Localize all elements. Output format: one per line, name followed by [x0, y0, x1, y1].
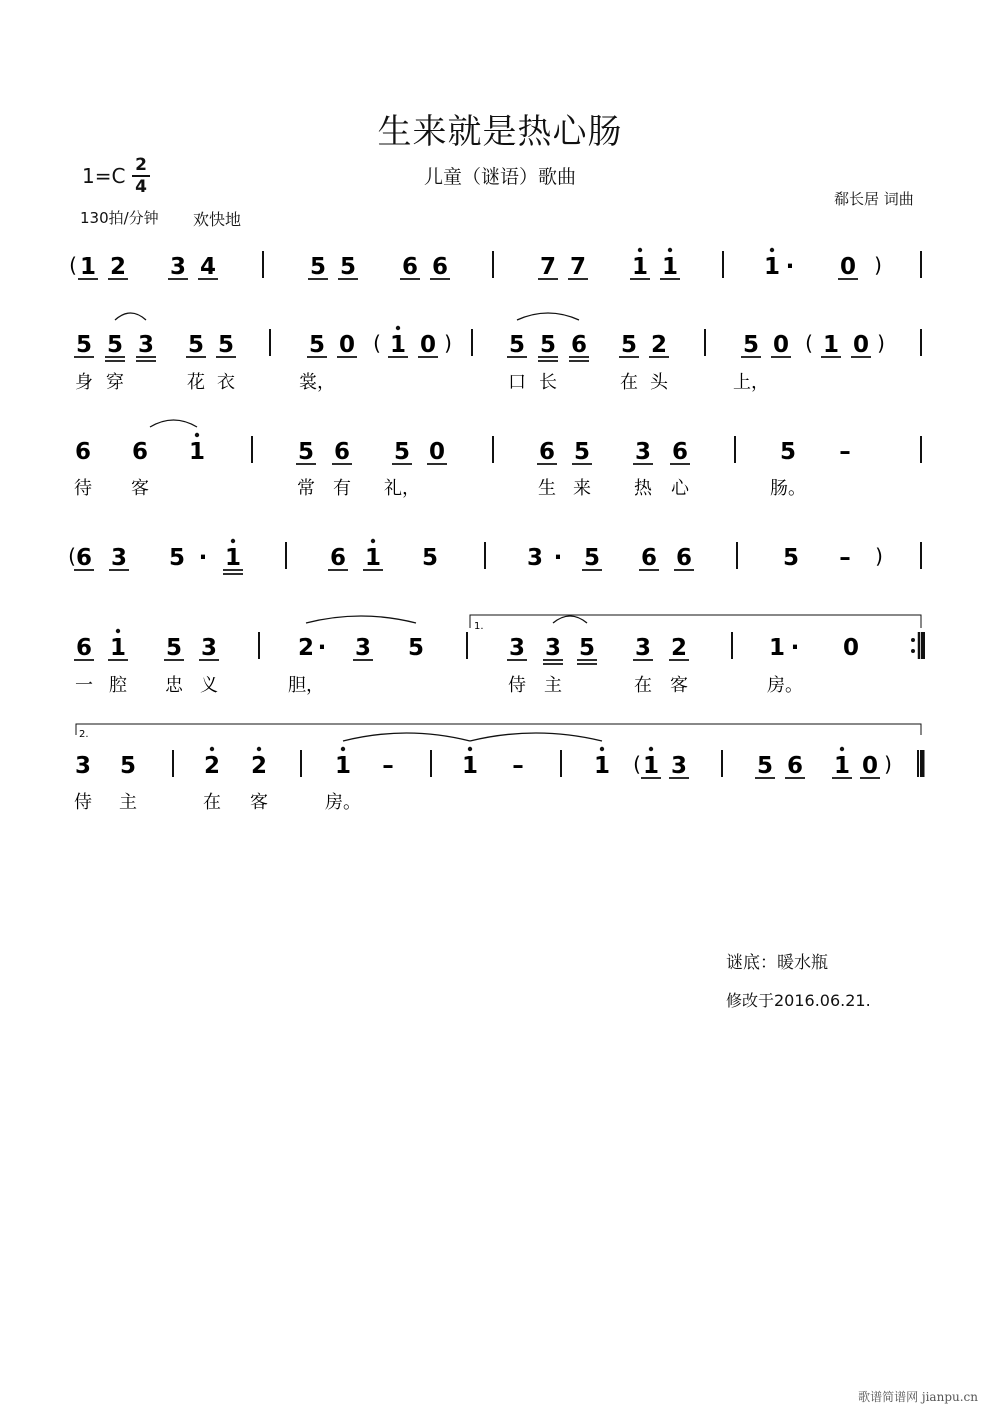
lyric-1-5: 口	[508, 372, 526, 393]
note-5-4: 1	[334, 753, 352, 779]
note-2-1: 6	[131, 439, 149, 465]
lyric-2-0: 待	[74, 478, 92, 499]
parenthesis: (	[68, 544, 76, 568]
lyric-4-6: 主	[544, 675, 562, 696]
note-0-7: 6	[431, 254, 449, 280]
note-2-8: 5	[573, 439, 591, 465]
note-3-5: 6	[329, 545, 347, 571]
slur	[553, 616, 587, 623]
note-0-12: 1	[763, 254, 781, 280]
lyric-2-4: 礼，	[384, 478, 420, 499]
lyric-2-2: 常	[297, 478, 315, 499]
note-2-11: 5	[779, 439, 797, 465]
note-1-13: 2	[650, 332, 668, 358]
volta-bracket-2	[76, 724, 921, 735]
note-1-1: 5	[106, 332, 124, 358]
lyric-2-8: 心	[671, 478, 689, 499]
lyric-1-7: 在	[620, 372, 638, 393]
lyric-2-6: 来	[573, 478, 591, 499]
note-5-3: 2	[250, 753, 268, 779]
note-3-12: 6	[675, 545, 693, 571]
note-2-2: 1	[188, 439, 206, 465]
parenthesis: (	[373, 331, 381, 355]
watermark: 歌谱简谱网 jianpu.cn	[858, 1390, 978, 1404]
lyric-5-3: 客	[250, 792, 268, 813]
slur	[343, 733, 470, 741]
octave-dot	[600, 747, 604, 751]
volta-label-2: 2.	[79, 729, 89, 740]
parenthesis: )	[884, 752, 892, 776]
note-4-4: 2	[297, 635, 315, 661]
lyric-4-2: 忠	[165, 675, 183, 696]
note-4-9: 3	[544, 635, 562, 661]
octave-dot	[195, 433, 199, 437]
note-4-5: ·	[317, 635, 327, 661]
note-5-10: 3	[670, 753, 688, 779]
lyric-2-5: 生	[538, 478, 556, 499]
note-4-3: 3	[200, 635, 218, 661]
lyric-2-3: 有	[333, 478, 351, 499]
note-3-11: 6	[640, 545, 658, 571]
volta-label-1: 1.	[474, 621, 484, 632]
note-2-6: 0	[428, 439, 446, 465]
note-1-7: 1	[389, 332, 407, 358]
octave-dot	[231, 539, 235, 543]
note-5-13: 1	[833, 753, 851, 779]
note-4-10: 5	[578, 635, 596, 661]
lyric-1-8: 头	[650, 372, 668, 393]
note-1-5: 5	[308, 332, 326, 358]
note-3-10: 5	[583, 545, 601, 571]
note-4-6: 3	[354, 635, 372, 661]
note-3-9: ·	[553, 545, 563, 571]
note-1-3: 5	[187, 332, 205, 358]
slur	[306, 616, 416, 623]
note-5-6: 1	[461, 753, 479, 779]
time-signature-bottom: 4	[135, 177, 147, 197]
note-5-2: 2	[203, 753, 221, 779]
repeat-dot	[911, 649, 915, 653]
note-5-8: 1	[593, 753, 611, 779]
riddle-answer: 谜底：暖水瓶	[726, 953, 828, 973]
octave-dot	[638, 248, 642, 252]
parenthesis: (	[69, 253, 77, 277]
note-3-2: 5	[168, 545, 186, 571]
note-4-12: 2	[670, 635, 688, 661]
author-credit: 郗长居 词曲	[834, 190, 914, 208]
octave-dot	[840, 747, 844, 751]
lyric-4-8: 客	[670, 675, 688, 696]
note-4-11: 3	[634, 635, 652, 661]
note-4-1: 1	[109, 635, 127, 661]
note-1-6: 0	[338, 332, 356, 358]
note-0-5: 5	[339, 254, 357, 280]
lyric-2-9: 肠。	[770, 478, 806, 499]
note-1-9: 5	[508, 332, 526, 358]
lyric-4-0: 一	[75, 675, 93, 696]
note-2-9: 3	[634, 439, 652, 465]
lyric-2-1: 客	[131, 478, 149, 499]
note-3-14: –	[839, 545, 851, 571]
lyric-5-2: 在	[203, 792, 221, 813]
octave-dot	[770, 248, 774, 252]
note-5-5: –	[382, 753, 394, 779]
slur	[517, 313, 579, 320]
note-5-0: 3	[74, 753, 92, 779]
note-1-16: 1	[822, 332, 840, 358]
note-4-0: 6	[75, 635, 93, 661]
lyric-5-4: 房。	[325, 792, 361, 813]
time-signature-top: 2	[132, 155, 150, 177]
lyric-4-4: 胆，	[288, 675, 324, 696]
parenthesis: )	[877, 331, 885, 355]
note-1-10: 5	[539, 332, 557, 358]
note-4-2: 5	[165, 635, 183, 661]
note-1-17: 0	[852, 332, 870, 358]
octave-dot	[468, 747, 472, 751]
note-0-6: 6	[401, 254, 419, 280]
note-1-0: 5	[75, 332, 93, 358]
octave-dot	[396, 326, 400, 330]
slur	[150, 420, 197, 427]
lyric-4-3: 义	[200, 675, 218, 696]
song-title: 生来就是热心肠	[377, 112, 623, 152]
volta-bracket-1	[470, 615, 921, 628]
note-0-11: 1	[661, 254, 679, 280]
slur	[115, 313, 146, 320]
note-4-14: ·	[790, 635, 800, 661]
lyric-1-4: 裳，	[299, 372, 335, 393]
lyric-5-1: 主	[119, 792, 137, 813]
note-0-13: ·	[785, 254, 795, 280]
note-1-2: 3	[137, 332, 155, 358]
lyric-2-7: 热	[634, 478, 652, 499]
tempo-marking: 130拍/分钟	[80, 209, 159, 227]
lyric-1-3: 衣	[217, 372, 235, 393]
note-4-15: 0	[842, 635, 860, 661]
note-4-7: 5	[407, 635, 425, 661]
octave-dot	[341, 747, 345, 751]
note-5-14: 0	[861, 753, 879, 779]
note-4-8: 3	[508, 635, 526, 661]
octave-dot	[257, 747, 261, 751]
parenthesis: )	[875, 544, 883, 568]
note-1-15: 0	[772, 332, 790, 358]
note-5-12: 6	[786, 753, 804, 779]
note-3-0: 6	[75, 545, 93, 571]
note-3-1: 3	[110, 545, 128, 571]
note-2-4: 6	[333, 439, 351, 465]
repeat-dot	[911, 638, 915, 642]
octave-dot	[668, 248, 672, 252]
note-3-8: 3	[526, 545, 544, 571]
lyric-5-0: 侍	[74, 792, 92, 813]
note-1-14: 5	[742, 332, 760, 358]
note-1-11: 6	[570, 332, 588, 358]
note-3-6: 1	[364, 545, 382, 571]
expression-marking: 欢快地	[193, 210, 242, 229]
lyric-1-9: 上，	[733, 372, 769, 393]
note-0-9: 7	[569, 254, 587, 280]
note-0-14: 0	[839, 254, 857, 280]
note-1-8: 0	[419, 332, 437, 358]
note-0-1: 2	[109, 254, 127, 280]
note-1-12: 5	[620, 332, 638, 358]
parenthesis: )	[444, 331, 452, 355]
lyric-4-5: 侍	[508, 675, 526, 696]
note-0-3: 4	[199, 254, 217, 280]
lyric-4-1: 腔	[109, 675, 127, 696]
note-2-0: 6	[74, 439, 92, 465]
octave-dot	[210, 747, 214, 751]
note-0-2: 3	[169, 254, 187, 280]
note-2-3: 5	[297, 439, 315, 465]
note-0-8: 7	[539, 254, 557, 280]
lyric-1-0: 身	[75, 372, 93, 393]
note-2-12: –	[839, 439, 851, 465]
note-2-7: 6	[538, 439, 556, 465]
note-0-10: 1	[631, 254, 649, 280]
octave-dot	[649, 747, 653, 751]
note-4-13: 1	[768, 635, 786, 661]
key-signature: 1=C	[82, 164, 126, 188]
parenthesis: )	[874, 253, 882, 277]
lyric-1-6: 长	[539, 372, 557, 393]
song-subtitle: 儿童（谜语）歌曲	[423, 166, 576, 188]
note-2-5: 5	[393, 439, 411, 465]
lyric-1-1: 穿	[106, 372, 124, 393]
note-1-4: 5	[217, 332, 235, 358]
octave-dot	[371, 539, 375, 543]
octave-dot	[116, 629, 120, 633]
modified-date: 修改于2016.06.21.	[726, 991, 871, 1010]
note-3-13: 5	[782, 545, 800, 571]
note-5-7: –	[512, 753, 524, 779]
note-5-9: 1	[642, 753, 660, 779]
parenthesis: (	[633, 752, 641, 776]
note-0-0: 1	[79, 254, 97, 280]
lyric-1-2: 花	[187, 372, 205, 393]
note-5-11: 5	[756, 753, 774, 779]
parenthesis: (	[805, 331, 813, 355]
lyric-4-9: 房。	[767, 675, 803, 696]
lyric-4-7: 在	[634, 675, 652, 696]
note-0-4: 5	[309, 254, 327, 280]
note-2-10: 6	[671, 439, 689, 465]
slur	[470, 733, 602, 741]
note-3-3: ·	[198, 545, 208, 571]
note-3-7: 5	[421, 545, 439, 571]
note-3-4: 1	[224, 545, 242, 571]
note-5-1: 5	[119, 753, 137, 779]
